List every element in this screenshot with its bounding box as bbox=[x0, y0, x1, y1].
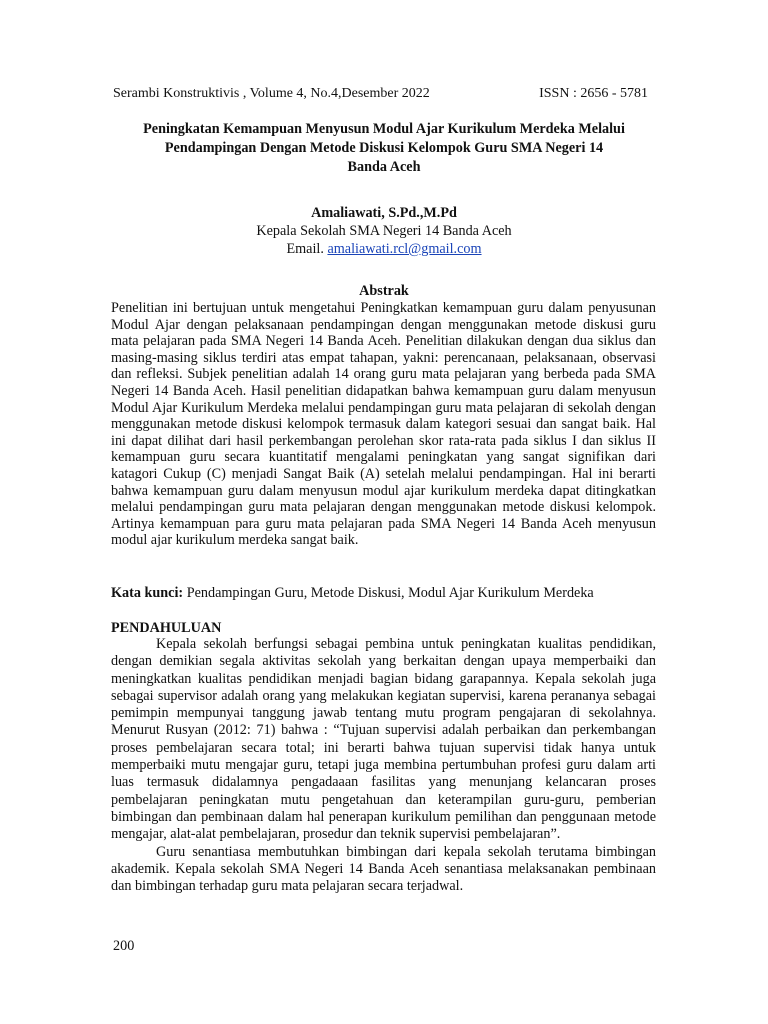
running-header bbox=[113, 86, 648, 102]
abstract-heading: Abstrak bbox=[359, 283, 409, 299]
keywords-label: Kata kunci: bbox=[111, 585, 184, 601]
abstract-text: Penelitian ini bertujuan untuk mengetahui Peningkatkan kemampuan guru dalam penyusunan Modul Ajar dengan pelaksanaan pendampingan dengan menggunakan metode diskusi guru mata pelajaran pada SMA Negeri 14 Banda Aceh. Penelitian dilakukan dengan dua siklus dan masing-masing siklus terdiri atas empat tahapan, yakni: perencanaan, pelaksanaan, observasi dan refleksi. Subjek penelitian adalah 14 orang guru mata pelajaran yang berbeda pada SMA Negeri 14 Banda Aceh. Hasil penelitian didapatkan bahwa kemampuan guru dalam menyusun Modul Ajar Kurikulum Merdeka melalui pendampingan guru mata pelajaran di sekolah dengan menggunakan metode diskusi kelompok termasuk dalam kategori sesuai dan sangat baik. Hal ini dapat dilihat dari hasil perkembangan perolehan skor rata-rata pada siklus I dan siklus II kemampuan guru secara kuantitatif mengalami peningkatan yang sangat signifikan dari katagori Cukup (C) menjadi Sangat Baik (A) setelah melalui pendampingan. Hal ini berarti bahwa kemampuan guru dalam menyusun modul ajar kurikulum merdeka dapat ditingkatkan melalui pendampingan guru mata pelajaran dengan menggunakan metode diskusi kelompok. Artinya kemampuan para guru mata pelajaran pada SMA Negeri 14 Banda Aceh menyusun modul ajar kurikulum merdeka sangat baik. bbox=[111, 300, 656, 549]
issn: ISSN : 2656 - 5781 bbox=[539, 86, 648, 101]
email-label: Email. bbox=[286, 241, 324, 257]
email-link[interactable]: amaliawati.rcl@gmail.com bbox=[327, 241, 482, 257]
title-line-3: Banda Aceh bbox=[347, 159, 421, 175]
intro-paragraph-1: Kepala sekolah berfungsi sebagai pembina untuk peningkatan kualitas pendidikan, dengan demikian segala aktivitas sekolah yang berkaitan dengan upaya memperbaiki dan meningkatkan kualitas pendidikan menjadi bagian bidang garapannya. Kepala sekolah juga sebagai supervisor adalah orang yang melakukan kegiatan supervisi, karena perananya sebagai pemimpin mempunyai tanggung jawab tentang mutu program pengajaran di sekolahnya. Menurut Rusyan (2012: 71) bahwa : “Tujuan supervisi adalah perbaikan dan perkembangan proses pembelajaran secara total; ini berarti bahwa tujuan supervisi tidak hanya untuk memperbaiki mutu mengajar guru, tetapi juga membina pertumbuhan profesi guru dalam arti luas termasuk didalamnya pengadaaan fasilitas yang menunjang kelancaran proses pembelajaran peningkatan mutu pengetahuan dan keterampilan guru-guru, pemberian bimbingan dan pembinaan dalam hal penerapan kurikulum pemilihan dan penggunaan metode mengajar, alat-alat pembelajaran, prosedur dan teknik supervisi pembelajaran”. bbox=[111, 636, 656, 843]
keywords-list: Pendampingan Guru, Metode Diskusi, Modul Ajar Kurikulum Merdeka bbox=[186, 585, 594, 601]
title-line-1: Peningkatan Kemampuan Menyusun Modul Ajar Kurikulum Merdeka Melalui bbox=[143, 121, 625, 137]
journal-citation: Serambi Konstruktivis , Volume 4, No.4,Desember 2022 bbox=[113, 86, 430, 101]
introduction-body bbox=[111, 636, 656, 895]
author-affiliation: Kepala Sekolah SMA Negeri 14 Banda Aceh bbox=[256, 223, 512, 239]
section-heading-intro: PENDAHULUAN bbox=[111, 620, 222, 636]
author-block bbox=[0, 204, 768, 258]
title-line-2: Pendampingan Dengan Metode Diskusi Kelompok Guru SMA Negeri 14 bbox=[164, 140, 604, 156]
author-email-line bbox=[0, 240, 768, 258]
keywords-line bbox=[111, 585, 656, 602]
author-name: Amaliawati, S.Pd.,M.Pd bbox=[311, 205, 457, 221]
paper-title bbox=[110, 120, 658, 177]
intro-paragraph-2: Guru senantiasa membutuhkan bimbingan dari kepala sekolah terutama bimbingan akademik. Kepala sekolah SMA Negeri 14 Banda Aceh senantiasa melaksanakan pembinaan dan bimbingan terhadap guru mata pelajaran secara terjadwal. bbox=[111, 843, 656, 895]
page-number: 200 bbox=[113, 938, 135, 954]
